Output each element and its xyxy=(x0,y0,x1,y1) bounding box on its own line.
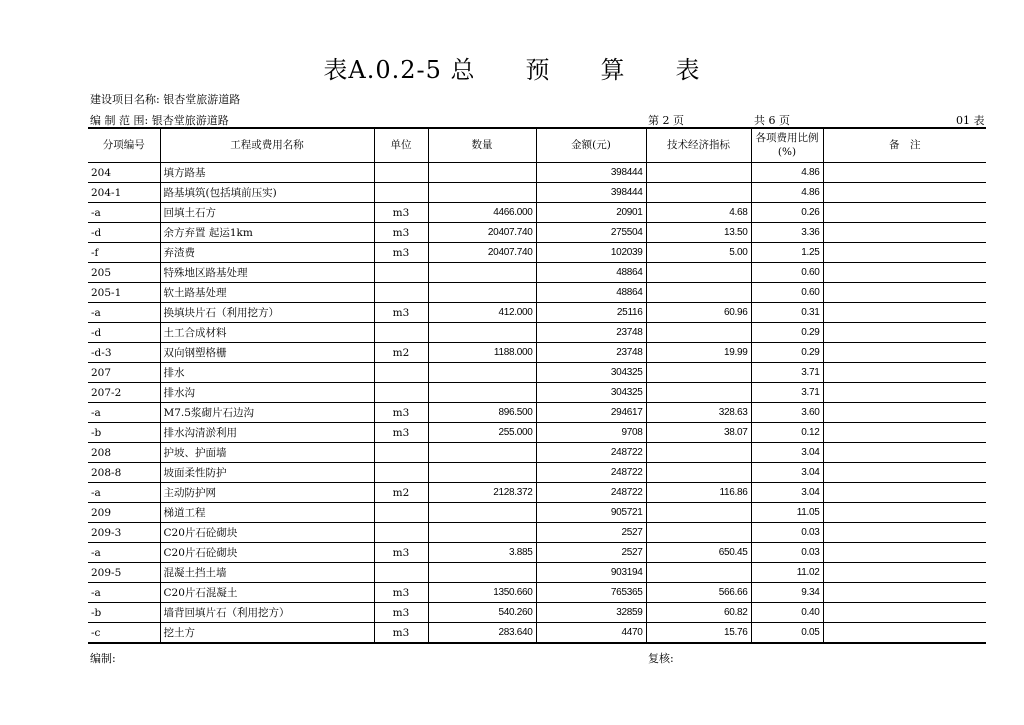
cell-index xyxy=(646,363,751,383)
cell-code: -b xyxy=(88,603,160,623)
cell-unit xyxy=(374,363,428,383)
cell-unit: m3 xyxy=(374,623,428,644)
cell-code: 207 xyxy=(88,363,160,383)
cell-index: 4.68 xyxy=(646,203,751,223)
table-body xyxy=(88,163,986,644)
cell-note xyxy=(823,563,986,583)
cell-name: 弃渣费 xyxy=(160,243,374,263)
cell-unit xyxy=(374,503,428,523)
cell-index xyxy=(646,183,751,203)
cell-amount: 32859 xyxy=(536,603,646,623)
cell-code: 205-1 xyxy=(88,283,160,303)
cell-code: 205 xyxy=(88,263,160,283)
prepared-by-label: 编制: xyxy=(90,652,116,665)
cell-qty: 896.500 xyxy=(428,403,536,423)
cell-note xyxy=(823,203,986,223)
header-code: 分项编号 xyxy=(88,128,160,163)
cell-index: 328.63 xyxy=(646,403,751,423)
header-unit: 单位 xyxy=(374,128,428,163)
cell-qty: 4466.000 xyxy=(428,203,536,223)
project-line xyxy=(90,91,240,107)
cell-code: -a xyxy=(88,543,160,563)
table-row xyxy=(88,563,986,583)
cell-qty: 255.000 xyxy=(428,423,536,443)
cell-unit: m2 xyxy=(374,343,428,363)
cell-qty xyxy=(428,323,536,343)
cell-code: -d-3 xyxy=(88,343,160,363)
cell-amount: 2527 xyxy=(536,543,646,563)
cell-index xyxy=(646,503,751,523)
cell-name: 主动防护网 xyxy=(160,483,374,503)
cell-qty: 1188.000 xyxy=(428,343,536,363)
cell-index xyxy=(646,283,751,303)
cell-name: 护坡、护面墙 xyxy=(160,443,374,463)
cell-code: -a xyxy=(88,203,160,223)
project-label: 建设项目名称: xyxy=(90,93,160,106)
cell-code: -a xyxy=(88,483,160,503)
cell-name: 软土路基处理 xyxy=(160,283,374,303)
cell-note xyxy=(823,223,986,243)
cell-name: 余方弃置 起运1km xyxy=(160,223,374,243)
cell-qty xyxy=(428,463,536,483)
cell-name: 路基填筑(包括填前压实) xyxy=(160,183,374,203)
table-row xyxy=(88,523,986,543)
cell-amount: 765365 xyxy=(536,583,646,603)
cell-amount: 25116 xyxy=(536,303,646,323)
project-name: 银杏堂旅游道路 xyxy=(163,93,241,106)
cell-qty xyxy=(428,443,536,463)
cell-qty: 283.640 xyxy=(428,623,536,644)
cell-unit xyxy=(374,163,428,183)
cell-amount: 9708 xyxy=(536,423,646,443)
cell-code: 209 xyxy=(88,503,160,523)
cell-index: 566.66 xyxy=(646,583,751,603)
table-row xyxy=(88,383,986,403)
cell-ratio: 3.36 xyxy=(751,223,823,243)
cell-ratio: 4.86 xyxy=(751,163,823,183)
cell-name: 梯道工程 xyxy=(160,503,374,523)
table-row xyxy=(88,163,986,183)
cell-note xyxy=(823,163,986,183)
cell-ratio: 0.60 xyxy=(751,283,823,303)
table-row xyxy=(88,623,986,644)
cell-code: -a xyxy=(88,403,160,423)
cell-qty: 20407.740 xyxy=(428,243,536,263)
cell-index: 15.76 xyxy=(646,623,751,644)
cell-index: 60.82 xyxy=(646,603,751,623)
scope-value: 银杏堂旅游道路 xyxy=(151,114,229,127)
cell-index xyxy=(646,443,751,463)
header-qty: 数量 xyxy=(428,128,536,163)
cell-unit: m2 xyxy=(374,483,428,503)
cell-name: 回填土石方 xyxy=(160,203,374,223)
table-row xyxy=(88,443,986,463)
table-row xyxy=(88,403,986,423)
cell-code: 208 xyxy=(88,443,160,463)
cell-amount: 304325 xyxy=(536,363,646,383)
cell-ratio: 0.03 xyxy=(751,523,823,543)
cell-name: 排水沟 xyxy=(160,383,374,403)
cell-note xyxy=(823,543,986,563)
cell-name: 墙背回填片石（利用挖方） xyxy=(160,603,374,623)
cell-code: 208-8 xyxy=(88,463,160,483)
cell-ratio: 1.25 xyxy=(751,243,823,263)
table-row xyxy=(88,263,986,283)
cell-note xyxy=(823,403,986,423)
cell-code: -a xyxy=(88,583,160,603)
cell-unit: m3 xyxy=(374,583,428,603)
cell-ratio: 3.71 xyxy=(751,383,823,403)
cell-unit: m3 xyxy=(374,603,428,623)
cell-ratio: 0.12 xyxy=(751,423,823,443)
cell-note xyxy=(823,323,986,343)
cell-qty xyxy=(428,163,536,183)
cell-unit xyxy=(374,283,428,303)
cell-name: 换填块片石（利用挖方） xyxy=(160,303,374,323)
cell-name: 填方路基 xyxy=(160,163,374,183)
cell-note xyxy=(823,583,986,603)
header-amount: 金额(元) xyxy=(536,128,646,163)
cell-index xyxy=(646,563,751,583)
cell-index: 650.45 xyxy=(646,543,751,563)
cell-note xyxy=(823,423,986,443)
cell-note xyxy=(823,603,986,623)
cell-qty: 1350.660 xyxy=(428,583,536,603)
cell-qty: 540.260 xyxy=(428,603,536,623)
cell-amount: 905721 xyxy=(536,503,646,523)
table-row xyxy=(88,283,986,303)
cell-unit xyxy=(374,323,428,343)
cell-unit xyxy=(374,383,428,403)
header-name: 工程或费用名称 xyxy=(160,128,374,163)
cell-name: 坡面柔性防护 xyxy=(160,463,374,483)
cell-name: C20片石混凝土 xyxy=(160,583,374,603)
cell-code: -d xyxy=(88,223,160,243)
cell-ratio: 9.34 xyxy=(751,583,823,603)
cell-name: 土工合成材料 xyxy=(160,323,374,343)
cell-ratio: 0.60 xyxy=(751,263,823,283)
cell-note xyxy=(823,363,986,383)
budget-table xyxy=(88,127,986,644)
cell-index xyxy=(646,323,751,343)
cell-name: C20片石砼砌块 xyxy=(160,543,374,563)
cell-code: -a xyxy=(88,303,160,323)
cell-code: -c xyxy=(88,623,160,644)
cell-name: M7.5浆砌片石边沟 xyxy=(160,403,374,423)
cell-ratio: 11.05 xyxy=(751,503,823,523)
table-row xyxy=(88,583,986,603)
cell-name: 排水沟清淤利用 xyxy=(160,423,374,443)
cell-qty xyxy=(428,563,536,583)
table-row xyxy=(88,303,986,323)
cell-index: 116.86 xyxy=(646,483,751,503)
cell-note xyxy=(823,383,986,403)
cell-index xyxy=(646,383,751,403)
cell-note xyxy=(823,463,986,483)
cell-code: -b xyxy=(88,423,160,443)
cell-index xyxy=(646,263,751,283)
cell-name: C20片石砼砌块 xyxy=(160,523,374,543)
cell-note xyxy=(823,503,986,523)
cell-qty xyxy=(428,263,536,283)
cell-code: 209-5 xyxy=(88,563,160,583)
cell-ratio: 0.31 xyxy=(751,303,823,323)
cell-ratio: 3.71 xyxy=(751,363,823,383)
table-row xyxy=(88,483,986,503)
cell-note xyxy=(823,443,986,463)
table-row xyxy=(88,423,986,443)
cell-amount: 4470 xyxy=(536,623,646,644)
cell-note xyxy=(823,183,986,203)
cell-amount: 102039 xyxy=(536,243,646,263)
cell-index: 38.07 xyxy=(646,423,751,443)
cell-unit xyxy=(374,563,428,583)
cell-name: 排水 xyxy=(160,363,374,383)
table-row xyxy=(88,223,986,243)
header-ratio xyxy=(751,128,823,163)
cell-unit: m3 xyxy=(374,403,428,423)
cell-ratio: 0.05 xyxy=(751,623,823,644)
table-row xyxy=(88,463,986,483)
cell-ratio: 11.02 xyxy=(751,563,823,583)
page-number: 第 2 页 xyxy=(648,114,684,127)
cell-unit: m3 xyxy=(374,303,428,323)
cell-unit: m3 xyxy=(374,543,428,563)
cell-amount: 398444 xyxy=(536,183,646,203)
cell-note xyxy=(823,243,986,263)
cell-note xyxy=(823,263,986,283)
table-row xyxy=(88,503,986,523)
cell-ratio: 4.86 xyxy=(751,183,823,203)
cell-amount: 304325 xyxy=(536,383,646,403)
cell-amount: 248722 xyxy=(536,443,646,463)
cell-qty: 3.885 xyxy=(428,543,536,563)
cell-amount: 23748 xyxy=(536,343,646,363)
page-title: 表A.0.2-5 总 预 算 表 xyxy=(323,56,701,84)
header-index: 技术经济指标 xyxy=(646,128,751,163)
cell-code: -d xyxy=(88,323,160,343)
table-row xyxy=(88,243,986,263)
cell-unit xyxy=(374,523,428,543)
cell-index: 13.50 xyxy=(646,223,751,243)
cell-qty xyxy=(428,383,536,403)
cell-ratio: 0.29 xyxy=(751,343,823,363)
reviewed-by-label: 复核: xyxy=(648,652,674,665)
cell-code: 204 xyxy=(88,163,160,183)
cell-name: 特殊地区路基处理 xyxy=(160,263,374,283)
header-ratio-line1: 各项费用比例 xyxy=(755,132,819,145)
cell-code: 207-2 xyxy=(88,383,160,403)
cell-qty xyxy=(428,183,536,203)
cell-qty xyxy=(428,503,536,523)
cell-ratio: 3.04 xyxy=(751,483,823,503)
cell-name: 挖土方 xyxy=(160,623,374,644)
cell-code: -f xyxy=(88,243,160,263)
table-row xyxy=(88,603,986,623)
cell-code: 209-3 xyxy=(88,523,160,543)
cell-amount: 903194 xyxy=(536,563,646,583)
cell-amount: 48864 xyxy=(536,263,646,283)
cell-note xyxy=(823,283,986,303)
cell-name: 混凝土挡土墙 xyxy=(160,563,374,583)
cell-qty xyxy=(428,363,536,383)
cell-unit: m3 xyxy=(374,223,428,243)
cell-amount: 294617 xyxy=(536,403,646,423)
header-note: 备 注 xyxy=(823,128,986,163)
table-row xyxy=(88,183,986,203)
cell-index xyxy=(646,163,751,183)
page-total: 共 6 页 xyxy=(754,114,790,127)
cell-ratio: 3.04 xyxy=(751,443,823,463)
header-ratio-line2: (%) xyxy=(777,145,797,158)
cell-amount: 2527 xyxy=(536,523,646,543)
cell-amount: 48864 xyxy=(536,283,646,303)
cell-index: 19.99 xyxy=(646,343,751,363)
cell-qty xyxy=(428,523,536,543)
cell-qty: 412.000 xyxy=(428,303,536,323)
cell-unit xyxy=(374,463,428,483)
scope-label: 编 制 范 围: xyxy=(90,114,149,127)
cell-amount: 398444 xyxy=(536,163,646,183)
cell-amount: 23748 xyxy=(536,323,646,343)
table-row xyxy=(88,363,986,383)
cell-unit: m3 xyxy=(374,243,428,263)
cell-note xyxy=(823,623,986,644)
cell-unit xyxy=(374,183,428,203)
cell-note xyxy=(823,523,986,543)
cell-ratio: 0.40 xyxy=(751,603,823,623)
cell-ratio: 3.60 xyxy=(751,403,823,423)
cell-note xyxy=(823,483,986,503)
cell-amount: 248722 xyxy=(536,463,646,483)
cell-index xyxy=(646,523,751,543)
cell-ratio: 0.29 xyxy=(751,323,823,343)
cell-unit xyxy=(374,443,428,463)
cell-note xyxy=(823,343,986,363)
cell-unit: m3 xyxy=(374,423,428,443)
cell-qty xyxy=(428,283,536,303)
scope-line xyxy=(90,112,986,126)
cell-unit: m3 xyxy=(374,203,428,223)
cell-ratio: 0.26 xyxy=(751,203,823,223)
cell-amount: 248722 xyxy=(536,483,646,503)
table-header-row xyxy=(88,128,986,163)
cell-index xyxy=(646,463,751,483)
table-row xyxy=(88,343,986,363)
cell-unit xyxy=(374,263,428,283)
cell-ratio: 0.03 xyxy=(751,543,823,563)
table-number: 01 表 xyxy=(956,114,985,127)
table-row xyxy=(88,203,986,223)
cell-qty: 20407.740 xyxy=(428,223,536,243)
cell-name: 双向钢塑格栅 xyxy=(160,343,374,363)
table-row xyxy=(88,323,986,343)
cell-code: 204-1 xyxy=(88,183,160,203)
cell-amount: 275504 xyxy=(536,223,646,243)
cell-index: 60.96 xyxy=(646,303,751,323)
table-row xyxy=(88,543,986,563)
cell-amount: 20901 xyxy=(536,203,646,223)
cell-note xyxy=(823,303,986,323)
cell-qty: 2128.372 xyxy=(428,483,536,503)
cell-ratio: 3.04 xyxy=(751,463,823,483)
cell-index: 5.00 xyxy=(646,243,751,263)
